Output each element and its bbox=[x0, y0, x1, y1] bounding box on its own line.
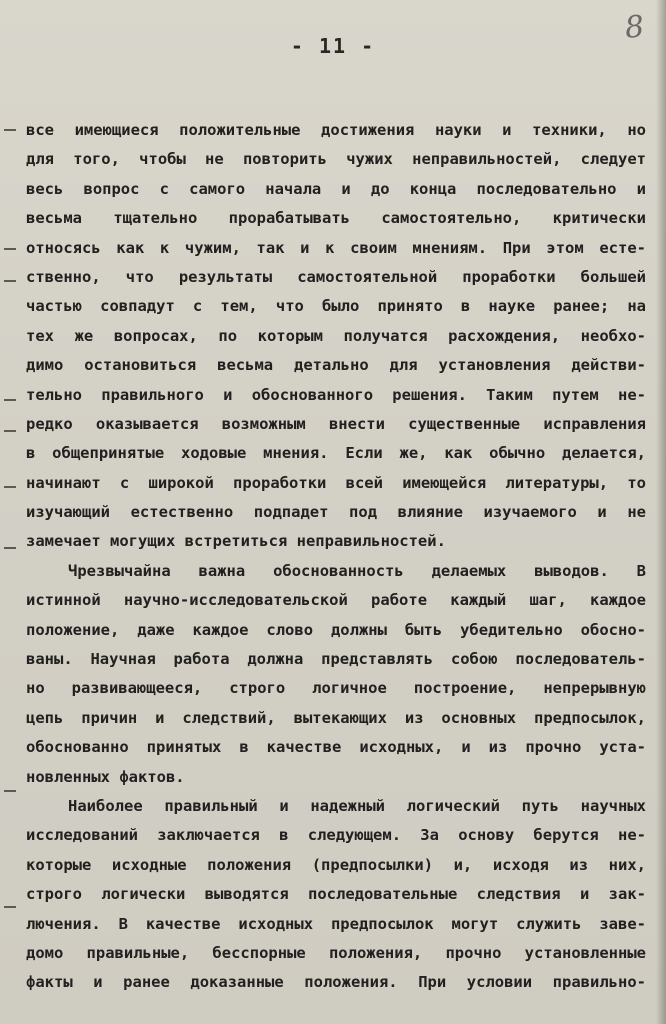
text-line: Наиболее правильный и надежный логический путь научных bbox=[68, 796, 646, 815]
text-line: замечает могущих встретиться неправильностей. bbox=[26, 532, 446, 551]
margin-tick bbox=[4, 790, 16, 792]
text-line: для того, чтобы не повторить чужих неправильностей, следует bbox=[26, 150, 646, 169]
text-line: ственно, что результаты самостоятельной проработки большей bbox=[26, 267, 646, 286]
text-line: все имеющиеся положительные достижения науки и техники, но bbox=[26, 121, 646, 139]
text-line: домо правильные, бесспорные положения, прочно установленные bbox=[26, 943, 646, 962]
text-line: исследований заключается в следующем. За основу берутся не- bbox=[26, 826, 646, 845]
page-edge-shadow bbox=[656, 0, 666, 1024]
text-line: редко оказывается возможным внести существенные исправления bbox=[26, 414, 646, 433]
margin-tick bbox=[4, 547, 16, 549]
text-line: которые исходные положения (предпосылки) и, исходя из них, bbox=[26, 855, 646, 874]
margin-tick bbox=[4, 280, 16, 282]
text-line: обоснованно принятых в качестве исходных, и из прочно уста- bbox=[26, 738, 646, 757]
text-line: весьма тщательно прорабатывать самостоятельно, критически bbox=[26, 209, 646, 228]
text-line: истинной научно-исследовательской работе каждый шаг, каждое bbox=[26, 591, 646, 610]
text-line: частью совпадут с тем, что было принято в науке ранее; на bbox=[26, 297, 646, 316]
text-line: начинают с широкой проработки всей имеющейся литературы, то bbox=[26, 473, 646, 492]
text-line: в общепринятые ходовые мнения. Если же, как обычно делается, bbox=[26, 444, 646, 463]
page-number: - 11 - bbox=[290, 34, 376, 58]
handwritten-folio-number: 8 bbox=[623, 9, 646, 46]
text-line: положение, даже каждое слово должны быть убедительно обосно- bbox=[26, 620, 646, 639]
text-line: тех же вопросах, по которым получатся расхождения, необхо- bbox=[26, 326, 646, 345]
text-line: новленных фактов. bbox=[26, 767, 185, 786]
text-line: Чрезвычайна важна обоснованность делаемых выводов. В bbox=[68, 561, 646, 580]
margin-tick bbox=[4, 399, 16, 401]
text-line: строго логически выводятся последовательные следствия и зак- bbox=[26, 885, 646, 904]
text-line: факты и ранее доказанные положения. При условии правильно- bbox=[26, 973, 646, 992]
text-line: относясь как к чужим, так и к своим мнениям. При этом есте- bbox=[26, 238, 646, 257]
margin-tick bbox=[4, 129, 16, 131]
text-line: тельно правильного и обоснованного решения. Таким путем не- bbox=[26, 385, 646, 404]
text-line: цепь причин и следствий, вытекающих из основных предпосылок, bbox=[26, 708, 646, 727]
text-line: изучающий естественно подпадет под влияние изучаемого и не bbox=[26, 503, 646, 522]
text-line: лючения. В качестве исходных предпосылок могут служить заве- bbox=[26, 914, 646, 933]
margin-tick bbox=[4, 906, 16, 908]
margin-tick bbox=[4, 430, 16, 432]
margin-tick bbox=[4, 486, 16, 488]
body-text bbox=[26, 116, 646, 998]
text-line: ваны. Научная работа должна представлять собою последователь- bbox=[26, 650, 646, 669]
text-line: весь вопрос с самого начала и до конца последовательно и bbox=[26, 179, 646, 198]
text-line: но развивающееся, строго логичное построение, непрерывную bbox=[26, 679, 646, 698]
margin-tick bbox=[4, 248, 16, 250]
text-line: димо остановиться весьма детально для установления действи- bbox=[26, 356, 646, 375]
